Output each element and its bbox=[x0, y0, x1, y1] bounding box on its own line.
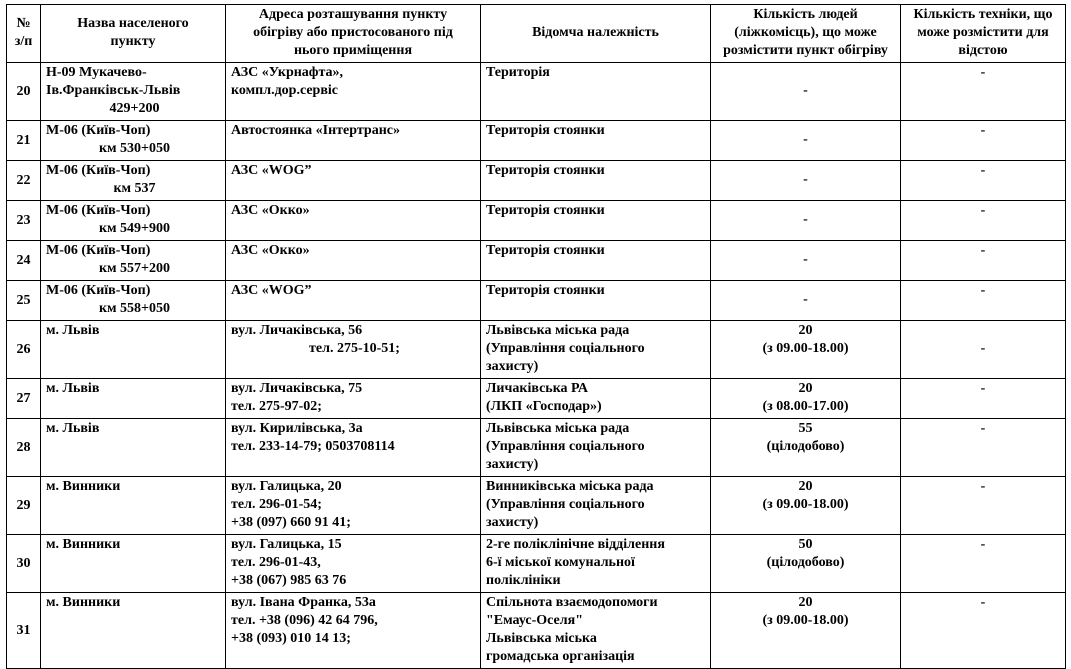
cell-text-line: м. Винники bbox=[46, 479, 121, 494]
settlement-cell bbox=[41, 201, 226, 241]
cell-text-line: (з 09.00-18.00) bbox=[762, 497, 849, 512]
cell-text-line: Н-09 Мукачево- bbox=[46, 65, 147, 80]
cell-text-line: № bbox=[16, 16, 31, 31]
affiliation-cell bbox=[481, 63, 711, 121]
settlement-cell bbox=[41, 535, 226, 593]
cell-text-line: м. Львів bbox=[46, 421, 100, 436]
cell-text-line: - bbox=[980, 283, 986, 298]
cell-text-line: Львівська міська рада bbox=[486, 323, 630, 338]
people-capacity-cell bbox=[711, 63, 901, 121]
row-number-cell: 23 bbox=[7, 201, 41, 241]
table-header bbox=[7, 5, 1066, 63]
table-row bbox=[7, 379, 1066, 419]
cell-text-line: (Управління соціального bbox=[486, 497, 645, 512]
cell-text-line: км 549+900 bbox=[98, 221, 171, 236]
settlement-cell bbox=[41, 419, 226, 477]
cell-text-line: "Емаус-Оселя" bbox=[486, 613, 583, 628]
settlement-cell bbox=[41, 593, 226, 669]
cell-text-line: (ЛКП «Господар») bbox=[486, 399, 602, 414]
vehicle-capacity-cell bbox=[901, 535, 1066, 593]
cell-text-line: Назва населеного bbox=[77, 16, 189, 31]
people-capacity-cell bbox=[711, 281, 901, 321]
cell-text-line: Автостоянка «Інтертранс» bbox=[231, 123, 400, 138]
people-capacity-cell bbox=[711, 201, 901, 241]
cell-text-line: з/п bbox=[14, 34, 33, 49]
cell-text-line: 2-ге поліклінічне відділення bbox=[486, 537, 665, 552]
cell-text-line: М-06 (Київ-Чоп) bbox=[46, 123, 151, 138]
cell-text-line: - bbox=[980, 595, 986, 610]
cell-text-line: (цілодобово) bbox=[766, 439, 845, 454]
cell-text-line: м. Винники bbox=[46, 595, 121, 610]
cell-text-line: захисту) bbox=[486, 457, 539, 472]
cell-text-line: - bbox=[980, 421, 986, 436]
cell-text-line: Винниківська міська рада bbox=[486, 479, 654, 494]
cell-text-line: тел. 275-97-02; bbox=[231, 399, 322, 414]
affiliation-cell bbox=[481, 419, 711, 477]
cell-text-line: вул. Галицька, 15 bbox=[231, 537, 342, 552]
cell-text-line: Кількість техніки, що bbox=[913, 7, 1053, 22]
table-row bbox=[7, 63, 1066, 121]
row-number-cell: 27 bbox=[7, 379, 41, 419]
vehicle-capacity-cell bbox=[901, 477, 1066, 535]
cell-text-line: - bbox=[980, 537, 986, 552]
cell-text-line: компл.дор.сервіс bbox=[231, 83, 338, 98]
row-number-cell: 20 bbox=[7, 63, 41, 121]
vehicle-capacity-cell bbox=[901, 161, 1066, 201]
cell-text-line: Територія стоянки bbox=[486, 283, 605, 298]
people-capacity-cell bbox=[711, 535, 901, 593]
settlement-cell bbox=[41, 281, 226, 321]
people-capacity-cell bbox=[711, 241, 901, 281]
people-capacity-cell bbox=[711, 321, 901, 379]
cell-text-line: 55 bbox=[798, 421, 813, 436]
vehicle-capacity-cell bbox=[901, 593, 1066, 669]
cell-text-line: вул. Личаківська, 56 bbox=[231, 323, 363, 338]
heating-points-table bbox=[6, 4, 1066, 669]
cell-text-line: вул. Личаківська, 75 bbox=[231, 381, 363, 396]
table-row bbox=[7, 201, 1066, 241]
cell-text-line: Територія стоянки bbox=[486, 203, 605, 218]
cell-text-line: обігріву або пристосованого під bbox=[253, 25, 453, 40]
cell-text-line: (Управління соціального bbox=[486, 439, 645, 454]
address-cell bbox=[226, 63, 481, 121]
table-row bbox=[7, 121, 1066, 161]
address-cell bbox=[226, 201, 481, 241]
settlement-cell bbox=[41, 161, 226, 201]
people-capacity-cell bbox=[711, 477, 901, 535]
people-capacity-cell bbox=[711, 121, 901, 161]
cell-text-line: - bbox=[980, 123, 986, 138]
cell-text-line: - bbox=[803, 212, 808, 227]
people-capacity-cell bbox=[711, 419, 901, 477]
address-cell bbox=[226, 161, 481, 201]
settlement-cell bbox=[41, 241, 226, 281]
cell-text-line: м. Львів bbox=[46, 381, 100, 396]
people-capacity-cell bbox=[711, 161, 901, 201]
cell-text-line: Спільнота взаємодопомоги bbox=[486, 595, 658, 610]
vehicle-capacity-cell bbox=[901, 63, 1066, 121]
cell-text-line: - bbox=[980, 341, 986, 356]
table-row bbox=[7, 593, 1066, 669]
vehicle-capacity-cell bbox=[901, 201, 1066, 241]
affiliation-cell bbox=[481, 241, 711, 281]
cell-text-line: м. Львів bbox=[46, 323, 100, 338]
cell-text-line: М-06 (Київ-Чоп) bbox=[46, 283, 151, 298]
cell-text-line: +38 (093) 010 14 13; bbox=[231, 631, 351, 646]
cell-text-line: - bbox=[980, 381, 986, 396]
cell-text-line: АЗС «WOG” bbox=[231, 163, 312, 178]
settlement-cell bbox=[41, 379, 226, 419]
cell-text-line: (ліжкомісць), що може bbox=[734, 25, 877, 40]
vehicle-capacity-cell bbox=[901, 121, 1066, 161]
cell-text-line: вул. Галицька, 20 bbox=[231, 479, 342, 494]
vehicle-capacity-cell bbox=[901, 419, 1066, 477]
cell-text-line: - bbox=[980, 203, 986, 218]
header-col-address bbox=[226, 5, 481, 63]
address-cell bbox=[226, 477, 481, 535]
cell-text-line: може розмістити для bbox=[917, 25, 1049, 40]
cell-text-line: Львівська міська bbox=[486, 631, 597, 646]
cell-text-line: громадська організація bbox=[486, 649, 635, 664]
cell-text-line: нього приміщення bbox=[293, 43, 413, 58]
row-number-cell: 26 bbox=[7, 321, 41, 379]
cell-text-line: АЗС «Окко» bbox=[231, 243, 310, 258]
settlement-cell bbox=[41, 321, 226, 379]
cell-text-line: Кількість людей bbox=[753, 7, 858, 22]
address-cell bbox=[226, 535, 481, 593]
row-number-cell: 24 bbox=[7, 241, 41, 281]
cell-text-line: АЗС «Окко» bbox=[231, 203, 310, 218]
cell-text-line: АЗС «WOG” bbox=[231, 283, 312, 298]
cell-text-line: Територія стоянки bbox=[486, 243, 605, 258]
address-cell bbox=[226, 241, 481, 281]
cell-text-line: - bbox=[803, 252, 808, 267]
address-cell bbox=[226, 321, 481, 379]
cell-text-line: 20 bbox=[798, 479, 813, 494]
cell-text-line: поліклініки bbox=[486, 573, 561, 588]
affiliation-cell bbox=[481, 321, 711, 379]
cell-text-line: км 530+050 bbox=[98, 141, 171, 156]
cell-text-line: - bbox=[980, 65, 986, 80]
cell-text-line: тел. +38 (096) 42 64 796, bbox=[231, 613, 378, 628]
cell-text-line: Територія стоянки bbox=[486, 123, 605, 138]
address-cell bbox=[226, 281, 481, 321]
row-number-cell: 28 bbox=[7, 419, 41, 477]
cell-text-line: тел. 233-14-79; 0503708114 bbox=[231, 439, 395, 454]
cell-text-line: - bbox=[980, 163, 986, 178]
cell-text-line: захисту) bbox=[486, 359, 539, 374]
affiliation-cell bbox=[481, 477, 711, 535]
table-row bbox=[7, 419, 1066, 477]
address-cell bbox=[226, 419, 481, 477]
cell-text-line: тел. 296-01-54; bbox=[231, 497, 322, 512]
address-cell bbox=[226, 593, 481, 669]
affiliation-cell bbox=[481, 281, 711, 321]
cell-text-line: Адреса розташування пункту bbox=[258, 7, 448, 22]
cell-text-line: АЗС «Укрнафта», bbox=[231, 65, 344, 80]
cell-text-line: 6-ї міської комунальної bbox=[486, 555, 635, 570]
address-cell bbox=[226, 121, 481, 161]
cell-text-line: М-06 (Київ-Чоп) bbox=[46, 203, 151, 218]
affiliation-cell bbox=[481, 593, 711, 669]
cell-text-line: - bbox=[803, 292, 808, 307]
cell-text-line: М-06 (Київ-Чоп) bbox=[46, 163, 151, 178]
affiliation-cell bbox=[481, 121, 711, 161]
table-row bbox=[7, 477, 1066, 535]
cell-text-line: (Управління соціального bbox=[486, 341, 645, 356]
cell-text-line: 20 bbox=[798, 381, 813, 396]
cell-text-line: Територія стоянки bbox=[486, 163, 605, 178]
header-col-affiliation bbox=[481, 5, 711, 63]
people-capacity-cell bbox=[711, 593, 901, 669]
header-col-vehicle-capacity bbox=[901, 5, 1066, 63]
cell-text-line: Личаківська РА bbox=[486, 381, 588, 396]
header-col-people-capacity bbox=[711, 5, 901, 63]
cell-text-line: вул. Івана Франка, 53а bbox=[231, 595, 376, 610]
cell-text-line: - bbox=[980, 243, 986, 258]
settlement-cell bbox=[41, 477, 226, 535]
cell-text-line: Територія bbox=[486, 65, 550, 80]
cell-text-line: - bbox=[803, 172, 808, 187]
cell-text-line: км 558+050 bbox=[98, 301, 171, 316]
affiliation-cell bbox=[481, 379, 711, 419]
cell-text-line: км 537 bbox=[113, 181, 156, 196]
cell-text-line: Львівська міська рада bbox=[486, 421, 630, 436]
cell-text-line: тел. 296-01-43, bbox=[231, 555, 321, 570]
row-number-cell: 29 bbox=[7, 477, 41, 535]
cell-text-line: Ів.Франківськ-Львів bbox=[46, 83, 181, 98]
cell-text-line: 50 bbox=[798, 537, 813, 552]
cell-text-line: тел. 275-10-51; bbox=[309, 341, 400, 356]
row-number-cell: 22 bbox=[7, 161, 41, 201]
affiliation-cell bbox=[481, 161, 711, 201]
cell-text-line: захисту) bbox=[486, 515, 539, 530]
table-row bbox=[7, 535, 1066, 593]
cell-text-line: (з 09.00-18.00) bbox=[762, 341, 849, 356]
cell-text-line: М-06 (Київ-Чоп) bbox=[46, 243, 151, 258]
cell-text-line: м. Винники bbox=[46, 537, 121, 552]
address-cell bbox=[226, 379, 481, 419]
cell-text-line: 20 bbox=[798, 595, 813, 610]
settlement-cell bbox=[41, 63, 226, 121]
row-number-cell: 31 bbox=[7, 593, 41, 669]
cell-text-line: +38 (067) 985 63 76 bbox=[231, 573, 347, 588]
cell-text-line: - bbox=[980, 479, 986, 494]
table-row bbox=[7, 281, 1066, 321]
affiliation-cell bbox=[481, 201, 711, 241]
header-col-settlement bbox=[41, 5, 226, 63]
header-row bbox=[7, 5, 1066, 63]
row-number-cell: 21 bbox=[7, 121, 41, 161]
cell-text-line: - bbox=[803, 132, 808, 147]
cell-text-line: Відомча належність bbox=[532, 25, 659, 40]
cell-text-line: пункту bbox=[110, 34, 156, 49]
table-row bbox=[7, 161, 1066, 201]
row-number-cell: 30 bbox=[7, 535, 41, 593]
cell-text-line: розмістити пункт обігріву bbox=[723, 43, 888, 58]
cell-text-line: вул. Кирилівська, 3а bbox=[231, 421, 363, 436]
cell-text-line: км 557+200 bbox=[98, 261, 171, 276]
vehicle-capacity-cell bbox=[901, 241, 1066, 281]
row-number-cell: 25 bbox=[7, 281, 41, 321]
cell-text-line: 20 bbox=[798, 323, 813, 338]
affiliation-cell bbox=[481, 535, 711, 593]
cell-text-line: 429+200 bbox=[109, 101, 160, 116]
cell-text-line: (з 09.00-18.00) bbox=[762, 613, 849, 628]
cell-text-line: відстою bbox=[958, 43, 1008, 58]
cell-text-line: - bbox=[803, 83, 808, 98]
table-row bbox=[7, 321, 1066, 379]
cell-text-line: (цілодобово) bbox=[766, 555, 845, 570]
table-row bbox=[7, 241, 1066, 281]
vehicle-capacity-cell bbox=[901, 281, 1066, 321]
vehicle-capacity-cell bbox=[901, 379, 1066, 419]
header-col-number bbox=[7, 5, 41, 63]
table-body bbox=[7, 63, 1066, 669]
vehicle-capacity-cell bbox=[901, 321, 1066, 379]
people-capacity-cell bbox=[711, 379, 901, 419]
cell-text-line: (з 08.00-17.00) bbox=[762, 399, 849, 414]
cell-text-line: +38 (097) 660 91 41; bbox=[231, 515, 351, 530]
settlement-cell bbox=[41, 121, 226, 161]
